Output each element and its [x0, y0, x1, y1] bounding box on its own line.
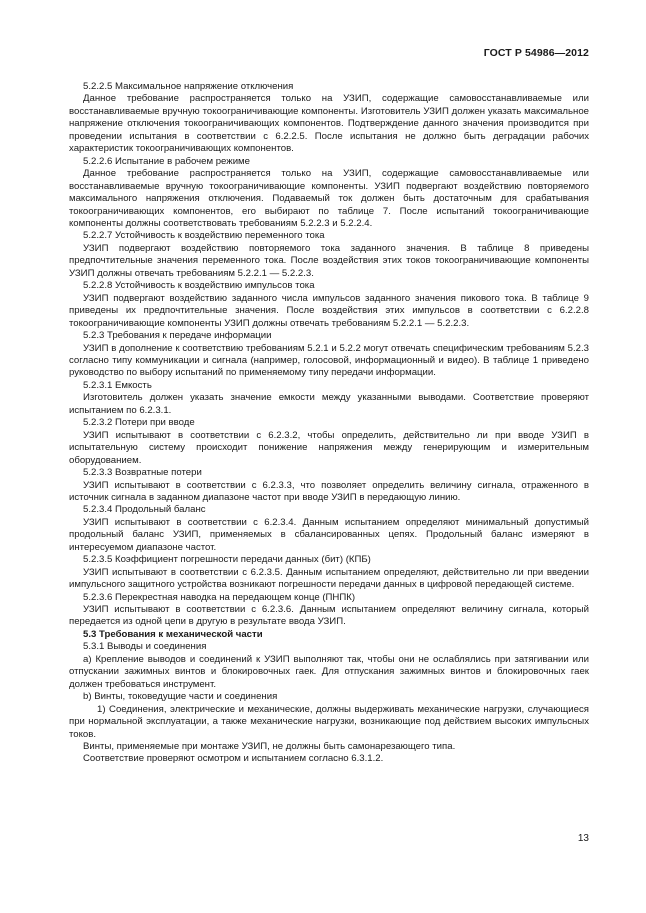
clause-heading: 5.3.1 Выводы и соединения: [83, 641, 207, 653]
paragraph: Винты, применяемые при монтаже УЗИП, не должны быть самонарезающего типа.: [83, 741, 456, 753]
clause-heading: 5.2.3.6 Перекрестная наводка на передающем конце (ПНПК): [83, 591, 356, 603]
paragraph: УЗИП испытывают в соответствии с 6.2.3.5. Данным испытанием определяют, действительно ли при введении импульсного защитного устройства возникают погрешности передачи данных в цифровой передающей системе.: [69, 566, 589, 591]
paragraph: 1) Соединения, электрические и механические, должны выдерживать механические нагрузки, случающиеся при нормальной эксплуатации, а также механические нагрузки, возникающие под действием высоких импульсных токов.: [69, 703, 589, 740]
paragraph: Данное требование распространяется только на УЗИП, содержащие самовосстанавливаемые или восстанавливаемые вручную токоограничивающие компоненты. УЗИП подвергают воздействию повторяемого максимального напряжения отключения. Подаваемый ток должен быть достаточным для срабатывания токоограничивающих компонентов, его выбирают по таблице 7. После испытаний токоограничивающие компоненты должны соответствовать требованиям 5.2.2.3 и 5.2.2.4.: [69, 168, 589, 229]
clause-heading: 5.2.2.8 Устойчивость к воздействию импульсов тока: [83, 280, 315, 292]
paragraph: Изготовитель должен указать значение емкости между указанными выводами. Соответствие проверяют испытанием по 6.2.3.1.: [69, 392, 589, 416]
clause-heading: 5.2.2.7 Устойчивость к воздействию переменного тока: [83, 230, 325, 242]
document-body: [69, 81, 589, 766]
clause-heading: 5.2.3 Требования к передаче информации: [83, 330, 272, 342]
clause-heading: 5.2.3.2 Потери при вводе: [83, 417, 195, 429]
paragraph: УЗИП подвергают воздействию повторяемого тока заданного значения. В таблице 8 приведены предпочтительные значения переменного тока. После воздействия этих токов токоограничивающие компоненты УЗИП должны отвечать требованиям 5.2.2.1 — 5.2.2.3.: [69, 242, 589, 279]
paragraph: УЗИП испытывают в соответствии с 6.2.3.2, чтобы определить, действительно ли при вводе УЗИП в испытательную систему происходит понижение напряжения между генерирующим и измерительным оборудованием.: [69, 429, 589, 466]
paragraph: a) Крепление выводов и соединений к УЗИП выполняют так, чтобы они не ослаблялись при затягивании или отпускании зажимных винтов и блокировочных гаек. Для отпускания зажимных винтов и блокировочных гаек должен требоваться инструмент.: [69, 653, 589, 690]
paragraph: УЗИП испытывают в соответствии с 6.2.3.6. Данным испытанием определяют величину сигнала, который передается из одной цепи в другую в результате ввода УЗИП.: [69, 604, 589, 628]
list-item: b) Винты, токоведущие части и соединения: [83, 691, 278, 703]
document-header: ГОСТ Р 54986—2012: [483, 47, 589, 59]
paragraph: УЗИП в дополнение к соответствию требованиям 5.2.1 и 5.2.2 могут отвечать специфическим требованиям 5.2.3 согласно типу коммуникации и сигнала (например, голосовой, информационный и видео). В таблице 1 приведено руководство по выбору испытаний по применяемому типу передачи информации.: [69, 342, 589, 379]
clause-heading: 5.2.2.5 Максимальное напряжение отключения: [83, 81, 294, 92]
paragraph: УЗИП испытывают в соответствии с 6.2.3.3, что позволяет определить величину сигнала, отраженного в источник сигнала в заданном диапазоне частот при вводе УЗИП в передающую линию.: [69, 479, 589, 503]
clause-heading: 5.2.2.6 Испытание в рабочем режиме: [83, 155, 250, 167]
paragraph: УЗИП испытывают в соответствии с 6.2.3.4. Данным испытанием определяют минимальный допустимый продольный баланс УЗИП, применяемых в сбалансированных цепях. Продольный баланс измеряют в интересуемом диапазоне частот.: [69, 516, 589, 553]
clause-heading: 5.2.3.4 Продольный баланс: [83, 504, 206, 516]
section-heading: 5.3 Требования к механической части: [83, 628, 263, 640]
clause-heading: 5.2.3.5 Коэффициент погрешности передачи данных (бит) (КПБ): [83, 554, 371, 566]
paragraph: Соответствие проверяют осмотром и испытанием согласно 6.3.1.2.: [83, 753, 384, 765]
clause-heading: 5.2.3.1 Емкость: [83, 379, 152, 391]
clause-heading: 5.2.3.3 Возвратные потери: [83, 467, 202, 479]
paragraph: Данное требование распространяется только на УЗИП, содержащие самовосстанавливаемые или восстанавливаемые вручную токоограничивающие компоненты. Изготовитель УЗИП должен указать максимальное напряжение отключения токоограничивающих компонентов. Подтверждение данного значения производится при проведении испытания в соответствии с 6.2.2.5. После испытания не должно быть деградации рабочих характеристик токоограничивающих компонентов.: [69, 93, 589, 155]
page-number: 13: [577, 833, 589, 844]
paragraph: УЗИП подвергают воздействию заданного числа импульсов заданного значения пикового тока. В таблице 9 приведены их предпочтительные значения. После воздействия этих импульсов в соответствии с 6.2.2.8 токоограничивающие компоненты УЗИП должны отвечать требованиям 5.2.2.1 — 5.2.2.3.: [69, 292, 589, 329]
